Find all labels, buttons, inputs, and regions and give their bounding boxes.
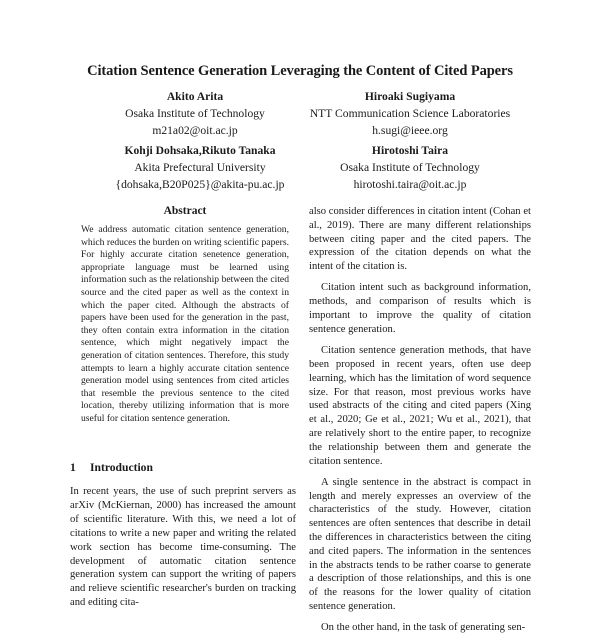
author-block-3 bbox=[90, 142, 310, 193]
section-number: 1 bbox=[70, 461, 76, 474]
section-heading bbox=[70, 461, 153, 474]
author-affiliation: Osaka Institute of Technology bbox=[125, 107, 265, 120]
author-name: Akito Arita bbox=[166, 90, 224, 103]
author-block-4 bbox=[290, 142, 530, 193]
introduction-text: In recent years, the use of such preprint servers as arXiv (McKiernan, 2000) has increased the amount of scientific literature. With this, we need a lot of citations to write a new paper and writing the related work section has become time-consuming. The development of automatic citation sentence generation system can support the writing of papers and relieve scientific researcher's burden on tracking and editing cita- bbox=[70, 486, 296, 609]
paper-title: Citation Sentence Generation Leveraging the Content of Cited Papers bbox=[87, 63, 513, 79]
section-title: Introduction bbox=[90, 461, 153, 474]
paragraph: Citation intent such as background information, methods, and comparison of results which is important to improve the quality of citation sentence generation. bbox=[309, 282, 531, 335]
author-block-1 bbox=[90, 88, 300, 139]
author-email: h.sugi@ieee.org bbox=[372, 124, 448, 137]
abstract-text: We address automatic citation sentence generation, which reduces the burden on writing scientific papers. For highly accurate citation senetence generation, appropriate language must be learned using information such as the relationship between the cited source and the cited paper as well as the context in which the paper cited. Although the abstracts of papers have been used for the generation in the past, they often contain extra information in the citation sentence, which might negatively impact the generation of citation sentences. Therefore, this study attempts to learn a highly accurate citation sentence generation model using sentences from cited articles that resemble the previous sentence to the cited location, thereby utilizing information that is more useful for citation sentence generation. bbox=[81, 224, 289, 424]
paragraph: also consider differences in citation intent (Cohan et al., 2019). There are many different relationships between citing paper and the cited papers. The expression of the citation depends on what the intent of the citation is. bbox=[309, 206, 531, 273]
paragraph: On the other hand, in the task of generating sen- bbox=[321, 622, 526, 634]
author-email: hirotoshi.taira@oit.ac.jp bbox=[353, 178, 467, 191]
paragraph: Citation sentence generation methods, that have been proposed in recent years, often use deep learning, which has the limitation of word sequence size. For that reason, most previous works have used abstracts of the citing and cited papers (Xing et al., 2020; Ge et al., 2021; Wu et al., 2021), that are relatively short to the entire paper, to recognize the relationship between them and generate the citation sentence. bbox=[309, 345, 531, 467]
right-column bbox=[309, 205, 531, 643]
author-name: Hirotoshi Taira bbox=[371, 144, 449, 157]
author-name: Hiroaki Sugiyama bbox=[364, 90, 456, 103]
author-block-2 bbox=[290, 88, 530, 139]
abstract-heading: Abstract bbox=[163, 205, 207, 217]
paragraph: A single sentence in the abstract is compact in length and merely expresses an overview of the characteristics of the study. However, citation sentences are often sentences that describe in detail the differences in characteristics between the citing and cited papers. The information in the sentences in the abstracts tends to be rather coarse to generate a description of those relationships, and this is one of the reasons for the lower quality of citation sentence generation. bbox=[309, 476, 531, 613]
author-email: {dohsaka,B20P025}@akita-pu.ac.jp bbox=[115, 178, 285, 191]
author-affiliation: Akita Prefectural University bbox=[134, 161, 266, 174]
author-name: Kohji Dohsaka,Rikuto Tanaka bbox=[124, 144, 276, 157]
author-email: m21a02@oit.ac.jp bbox=[152, 124, 238, 137]
author-affiliation: NTT Communication Science Laboratories bbox=[309, 107, 511, 120]
author-affiliation: Osaka Institute of Technology bbox=[340, 161, 480, 174]
